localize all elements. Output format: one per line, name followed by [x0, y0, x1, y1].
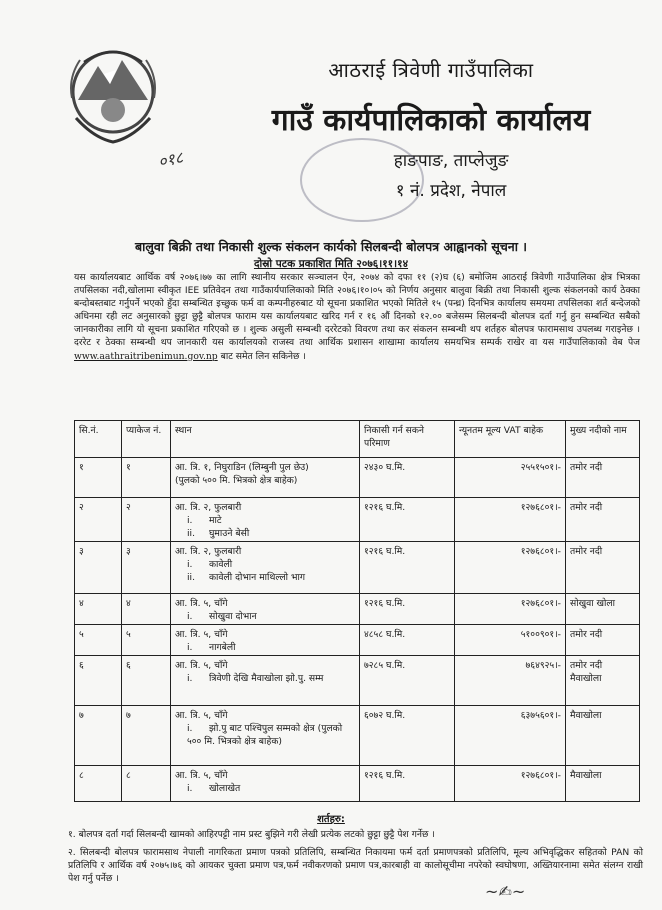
table-row: [75, 766, 640, 802]
notice-body-end: बाट समेत लिन सकिनेछ ।: [220, 350, 306, 362]
cell-package: २: [122, 498, 171, 542]
header-min-price: न्यूनतम मूल्य VAT बाहेक: [455, 421, 566, 458]
cell-quantity: १२१६ घ.मि.: [360, 594, 455, 625]
cell-sn: ७: [75, 706, 122, 766]
location-ward: आ. त्रि. ५, चाँगे: [175, 770, 228, 781]
location-subitem: [175, 557, 355, 570]
table-row: [75, 706, 640, 766]
cell-river: तमोर नदी: [566, 542, 640, 594]
cell-package: ८: [122, 766, 171, 802]
table-row: [75, 625, 640, 656]
subitem-numeral: i.: [187, 642, 193, 653]
notice-body: [74, 271, 640, 363]
cell-min-price: २५५१५०१।-: [455, 458, 566, 498]
notice-title: बालुवा बिक्री तथा निकासी शुल्क संकलन कार्यको सिलबन्दी बोलपत्र आह्वानको सूचना ।: [134, 239, 528, 254]
cell-sn: ३: [75, 542, 122, 594]
location-ward: आ. त्रि. ५, चाँगे: [175, 710, 228, 721]
cell-river: तमोर नदी मैवाखोला: [566, 656, 640, 706]
conditions-heading: शर्तहरु:: [317, 814, 345, 825]
cell-quantity: ६०७२ घ.मि.: [360, 706, 455, 766]
subitem-text: माटे: [209, 515, 222, 526]
cell-min-price: ६३७५६०१।-: [455, 706, 566, 766]
cell-river: सोखुवा खोला: [566, 594, 640, 625]
municipality-name: आठराई त्रिवेणी गाउँपालिका: [328, 58, 534, 82]
cell-sn: २: [75, 498, 122, 542]
table-header-row: [75, 421, 640, 458]
cell-package: ७: [122, 706, 171, 766]
cell-quantity: १२१६ घ.मि.: [360, 542, 455, 594]
cell-river: तमोर नदी: [566, 458, 640, 498]
table-row: [75, 656, 640, 706]
header-quantity: निकासी गर्न सकने परिमाण: [360, 421, 455, 458]
table-row: [75, 498, 640, 542]
location-ward: आ. त्रि. २, फुलबारी: [175, 502, 242, 513]
cell-min-price: १२७६८०१।-: [455, 498, 566, 542]
table-row: [75, 542, 640, 594]
location-subitem: [175, 640, 355, 653]
header-package: प्याकेज नं.: [122, 421, 171, 458]
table-row: [75, 458, 640, 498]
cell-package: ३: [122, 542, 171, 594]
subitem-text: खोलाखेत: [209, 783, 241, 794]
cell-sn: १: [75, 458, 122, 498]
table-body: [75, 458, 640, 802]
cell-sn: ६: [75, 656, 122, 706]
cell-location: [171, 594, 360, 625]
header-sn: सि.नं.: [75, 421, 122, 458]
subitem-text: त्रिवेणी देखि मैवाखोला झो.पु. सम्म: [209, 673, 324, 684]
cell-quantity: ७२८५ घ.मि.: [360, 656, 455, 706]
cell-quantity: ४८५८ घ.मि.: [360, 625, 455, 656]
province-line: १ नं. प्रदेश, नेपाल: [395, 181, 507, 201]
location-ward: आ. त्रि. ५, चाँगे: [175, 598, 228, 609]
subitem-numeral: i.: [187, 723, 193, 734]
package-table: [74, 420, 640, 802]
subitem-numeral: i.: [187, 559, 193, 570]
location-subitem: [175, 781, 355, 794]
website-link[interactable]: www.aathraitribenimun.gov.np: [74, 350, 218, 362]
cell-min-price: १२७६८०१।-: [455, 542, 566, 594]
cell-min-price: १२७६८०१।-: [455, 766, 566, 802]
cell-location: [171, 656, 360, 706]
office-address: हाङपाङ, ताप्लेजुङ: [393, 151, 509, 171]
cell-min-price: ५१००९०१।-: [455, 625, 566, 656]
location-subitem: [175, 513, 355, 526]
cell-river: तमोर नदी: [566, 498, 640, 542]
cell-river: मैवाखोला: [566, 706, 640, 766]
cell-min-price: ७६४९२५।-: [455, 656, 566, 706]
header-river: मुख्य नदीको नाम: [566, 421, 640, 458]
location-ward: आ. त्रि. ५, चाँगे: [175, 629, 228, 640]
subitem-numeral: i.: [187, 673, 193, 684]
office-stamp: [300, 138, 424, 222]
cell-location: [171, 542, 360, 594]
cell-quantity: २४३० घ.मि.: [360, 458, 455, 498]
location-subitem: [175, 570, 355, 583]
subitem-numeral: i.: [187, 611, 193, 622]
location-subitem: [175, 671, 355, 684]
location-subitem: [175, 473, 355, 486]
header-location: स्थान: [171, 421, 360, 458]
subitem-numeral: ii.: [187, 528, 196, 539]
subitem-text: कावेली दोभान माथिल्लो भाग: [209, 572, 305, 583]
subitem-text: (पुलको ५०० मि. भित्रको क्षेत्र बाहेक): [175, 475, 298, 486]
location-ward: आ. त्रि. २, फुलबारी: [175, 546, 242, 557]
cell-location: [171, 706, 360, 766]
location-subitem: [175, 526, 355, 539]
handwritten-note: ०१८: [156, 147, 185, 172]
office-name: गाउँ कार्यपालिकाको कार्यालय: [271, 103, 591, 138]
notice-date: दोस्रो पटक प्रकाशित मिति २०७६।११।१४: [253, 258, 409, 270]
condition-item: १. बोलपत्र दर्ता गर्दा सिलबन्दी खामको आहिरपट्टी नाम प्रस्ट बुझिने गरी लेखी प्रत्येक लटको छुट्टा छुट्टै पेश गर्नेछ ।: [68, 829, 435, 840]
subitem-text: कावेली: [209, 559, 233, 570]
subitem-text: झो.पु बाट पश्चिपुल सम्मको क्षेत्र (पुलको ५०० मि. भित्रको क्षेत्र बाहेक): [187, 723, 343, 747]
table-row: [75, 594, 640, 625]
cell-river: तमोर नदी: [566, 625, 640, 656]
cell-quantity: १२१६ घ.मि.: [360, 766, 455, 802]
location-subitem: [175, 609, 355, 622]
cell-min-price: १२७६८०१।-: [455, 594, 566, 625]
subitem-numeral: i.: [187, 515, 193, 526]
cell-location: [171, 625, 360, 656]
subitem-text: घुमाउने बेसी: [209, 528, 250, 539]
cell-quantity: १२१६ घ.मि.: [360, 498, 455, 542]
subitem-text: सोखुवा दोभान: [209, 611, 257, 622]
cell-package: १: [122, 458, 171, 498]
cell-sn: ५: [75, 625, 122, 656]
notice-body-text: यस कार्यालयबाट आर्थिक वर्ष २०७६।७७ का लागि स्थानीय सरकार सञ्चालन ऐन, २०७४ को दफा ११ (२)घ (६) बमोजिम आठराई त्रिवेणी गाउँपालिका क्षेत्र भित्रका तपसिलका नदी,खोलामा स्वीकृत IEE प्रतिवेदन तथा गाउँकार्यपालिकाको मिति २०७६।१०।०५ को निर्णय अनुसार बालुवा बिक्री तथा निकासी शुल्क संकलनको कार्य ठेक्का बन्दोबस्तबाट गर्नुपर्ने भएको हुँदा सम्बन्धित इच्छुक फर्म वा कम्पनीहरुबाट यो सूचना प्रकाशित भएको मितिले १५ (पन्ध्र) दिनभित्र कार्यालय समयमा तपसिलका शर्त बन्देजको अधिनमा रही लट अनुसारको छुट्टा छुट्टै बोलपत्र फाराम यस कार्यालयबाट खरिद गर्न र १६ औं दिनको १२.०० बजेसम्म सिलबन्दी बोलपत्र दर्ता गर्नु हुन सम्बन्धित सबैको जानकारीका लागि यो सूचना प्रकाशित गरिएको छ । शुल्क असुली सम्बन्धी दररेटको विवरण तथा कर संकलन सम्बन्धी थप शर्तहरु बोलपत्र फारामसाथ उपलब्ध गराइनेछ । दररेट र ठेक्का सम्बन्धी थप जानकारी यस कार्यालयको राजस्व तथा आर्थिक प्रशासन शाखामा कार्यालय समयभित्र सम्पर्क राखेर वा यस गाउँपालिकाको वेब पेज: [74, 272, 640, 349]
subitem-text: नागबेली: [209, 642, 236, 653]
cell-location: [171, 498, 360, 542]
subitem-numeral: i.: [187, 783, 193, 794]
cell-package: ६: [122, 656, 171, 706]
cell-sn: ४: [75, 594, 122, 625]
location-ward: आ. त्रि. १, निघुराडिन (लिम्बुनी पुल छेउ): [175, 462, 309, 473]
location-subitem: [175, 721, 355, 747]
condition-item: २. सिलबन्दी बोलपत्र फारामसाथ नेपाली नागरिकता प्रमाण पत्रको प्रतिलिपि, सम्बन्धित निकायमा फर्म दर्ता प्रमाणपत्रको प्रतिलिपि, मूल्य अभिवृद्धिकर सहितको PAN को प्रतिलिपि र आर्थिक वर्ष २०७५।७६ को आयकर चुक्ता प्रमाण पत्र,फर्म नवीकरणको प्रमाण पत्र,कारबाही वा कालोसूचीमा नपरेको स्वघोषणा, अख्तियारनामा समेत संलग्न राखी पेश गर्नु पर्नेछ ।: [68, 847, 643, 884]
cell-sn: ८: [75, 766, 122, 802]
location-ward: आ. त्रि. ५, चाँगे: [175, 660, 228, 671]
cell-river: मैवाखोला: [566, 766, 640, 802]
subitem-numeral: ii.: [187, 572, 196, 583]
cell-package: ५: [122, 625, 171, 656]
cell-location: [171, 766, 360, 802]
signature: ~✍~: [485, 882, 526, 901]
cell-location: [171, 458, 360, 498]
cell-package: ४: [122, 594, 171, 625]
